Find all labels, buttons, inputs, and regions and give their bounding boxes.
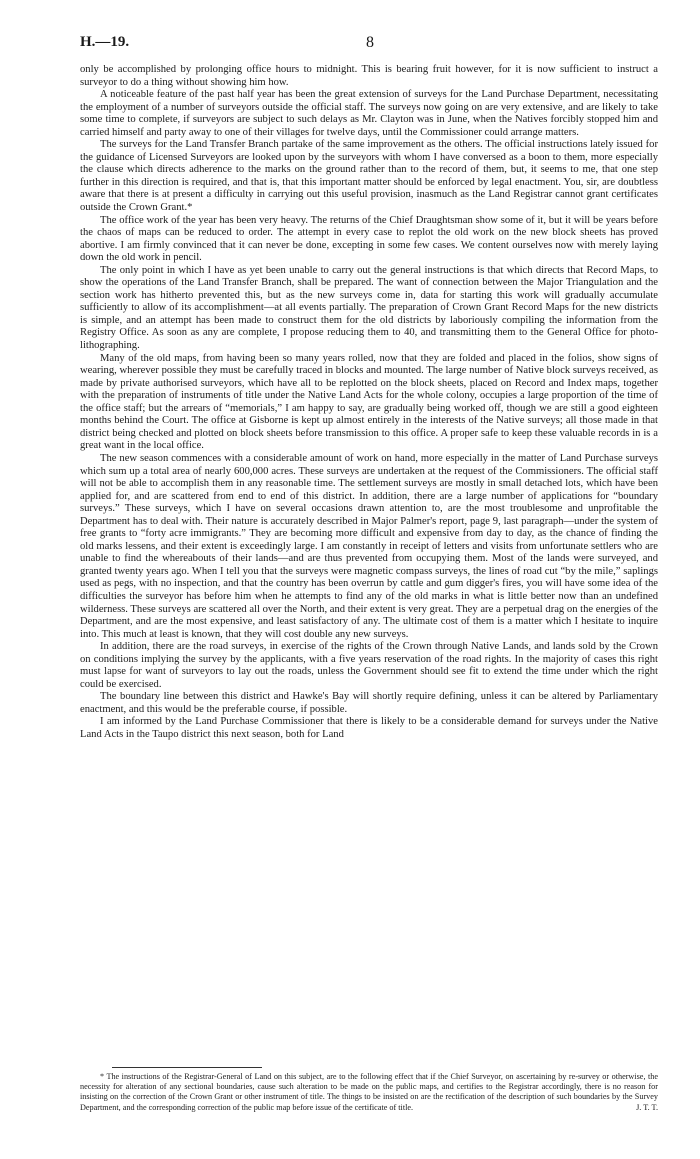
footnote bbox=[80, 1072, 658, 1113]
footnote-paragraph bbox=[80, 1072, 658, 1113]
document-reference: H.—19. bbox=[80, 34, 130, 50]
paragraph: The boundary line between this district and Hawke's Bay will shortly require defining, unless it can be altered by Parliamentary enactment, and this would be the preferable course, if possible. bbox=[80, 691, 658, 715]
paragraph: The office work of the year has been very heavy. The returns of the Chief Draughtsman show some of it, but it will be years before the chaos of maps can be reduced to order. The attempt in every case to replot the old work on the new block sheets has proved abortive. I am firmly convinced that it can never be done, excepting in some few cases. We content ourselves now with merely laying down the old work in pencil. bbox=[80, 214, 658, 264]
paragraph: In addition, there are the road surveys, in exercise of the rights of the Crown through Native Lands, and lands sold by the Crown on conditions implying the survey by the applicants, with a five years reservation of the road rights. In the majority of cases this right must lapse for want of surveyors to lay out the roads, unless the Government should see fit to extend the time under which the right could be exercised. bbox=[80, 641, 658, 690]
paragraph: The new season commences with a considerable amount of work on hand, more especially in the matter of Land Purchase surveys which sum up a total area of nearly 600,000 acres. These surveys are undertaken at the request of the Commissioners. The official staff will not be able to accomplish them in any reasonable time. The settlement surveys are mostly in small detached lots, which have been applied for, and are scattered from end to end of this district. In addition, there are a large number of applications for “boundary surveys.” These surveys, which I have on several occasions drawn attention to, are the most troublesome and unprofitable the Department has to deal with. Their nature is accurately described in Major Palmer's report, page 9, last paragraph—under the system of free grants to “forty acre immigrants.” They are becoming more difficult and expensive from day to day, as the chance of finding the old marks lessens, and their extent is exceedingly large. I am constantly in receipt of letters and visits from unfortunate settlers who are unable to find the whereabouts of their lands—and are thus prevented from occupying them. Most of the lands were surveyed, and granted twenty years ago. When I tell you that the surveys were magnetic compass surveys, the lines of road cut “by the mile,” saplings used as pegs, with no inspection, and that the country has been overrun by cattle and gum digger's fires, you will have some idea of the difficulties the surveyor has before him when he attempts to find any of the old marks in what is little better now than an undefined wilderness. These surveys are scattered all over the North, and their extent is very great. They are a perpetual drag on the energies of the Department, and are the most expensive, and least satisfactory of any. The ultimate cost of them is a matter which I hesitate to inquire into. This much at least is known, that they will cost double any new surveys. bbox=[80, 452, 658, 640]
paragraph: I am informed by the Land Purchase Commissioner that there is likely to be a considerable demand for surveys under the Native Land Acts in the Taupo district this next season, both for Land bbox=[80, 716, 658, 740]
footnote-signature: J. T. T. bbox=[636, 1102, 658, 1112]
paragraph: Many of the old maps, from having been so many years rolled, now that they are folded and placed in the folios, show signs of wearing, wherever possible they must be carefully traced in blocks and mounted. The large number of Native block surveys received, as made by private authorised surveyors, which have all to be replotted on the block sheets, placed on Record and Index maps, together with the preparation of instruments of title under the Native Land Acts for the whole colony, occupies a large proportion of the time of the office staff; but the arrears of “memorials,” I am happy to say, are gradually being worked off, though we are still a good eighteen months behind the Court. The office at Gisborne is kept up almost entirely in the interests of the Native surveys; all those made in that district being checked and plotted on block sheets before transmission to this office. A proper safe to keep these valuable records in is a great want in the local office. bbox=[80, 352, 658, 452]
footnote-divider bbox=[112, 1067, 262, 1068]
page-number: 8 bbox=[366, 34, 374, 51]
paragraph: A noticeable feature of the past half year has been the great extension of surveys for the Land Purchase Department, necessitating the employment of a number of surveyors outside the official staff. The surveys now going on are very extensive, and are likely to take some time to complete, if surveyors are subject to such delays as Mr. Clayton was in June, when the Natives forcibly stopped him and carried himself and party away to one of their villages for twelve days, until the Commissioner could arrange matters. bbox=[80, 89, 658, 138]
body-text bbox=[80, 64, 658, 742]
paragraph: only be accomplished by prolonging office hours to midnight. This is bearing fruit however, for it is now sufficient to instruct a surveyor to do a thing without showing him how. bbox=[80, 64, 658, 88]
page-header bbox=[80, 34, 630, 54]
paragraph: The surveys for the Land Transfer Branch partake of the same improvement as the others. The official instructions lately issued for the guidance of Licensed Surveyors are looked upon by the surveyors with whom I have conversed as a boon to them, more especially the clause which directs adherence to the marks on the ground rather than to the record of them, but, it seems to me, that one step further in this direction is required, and that is, that this important matter should be enforced by legal enactment. You, sir, are doubtless aware that there is at present a difficulty in carrying out this useful provision, inasmuch as the Land Registrar cannot grant certificates outside the Crown Grant.* bbox=[80, 139, 658, 214]
footnote-text: * The instructions of the Registrar-General of Land on this subject, are to the following effect that if the Chief Surveyor, on ascertaining by re-survey or otherwise, the necessity for alteration of any sectional boundaries, cause such alteration to be made on the public maps, and certifies to the Registrar accordingly, there is no reason for insisting on the correction of the Crown Grant or other instrument of title. The things to be insisted on are the rectification of the description of such boundaries by the Survey Department, and the corresponding correction of the public map before issue of the certificate of title. bbox=[80, 1072, 658, 1112]
paragraph: The only point in which I have as yet been unable to carry out the general instructions is that which directs that Record Maps, to show the operations of the Land Transfer Branch, shall be prepared. The want of connection between the Major Triangulation and the section work has hitherto prevented this, but as the new surveys come in, data for starting this work will gradually accumulate sufficiently to allow of its accomplishment—at all events partially. The preparation of Crown Grant Record Maps for the new districts is simple, and an attempt has been made to construct them for the old districts by laboriously compiling the information from the Registry Office. As soon as any are complete, I propose reducing them to 40, and transmitting them to the General Office for photo-lithographing. bbox=[80, 264, 658, 352]
